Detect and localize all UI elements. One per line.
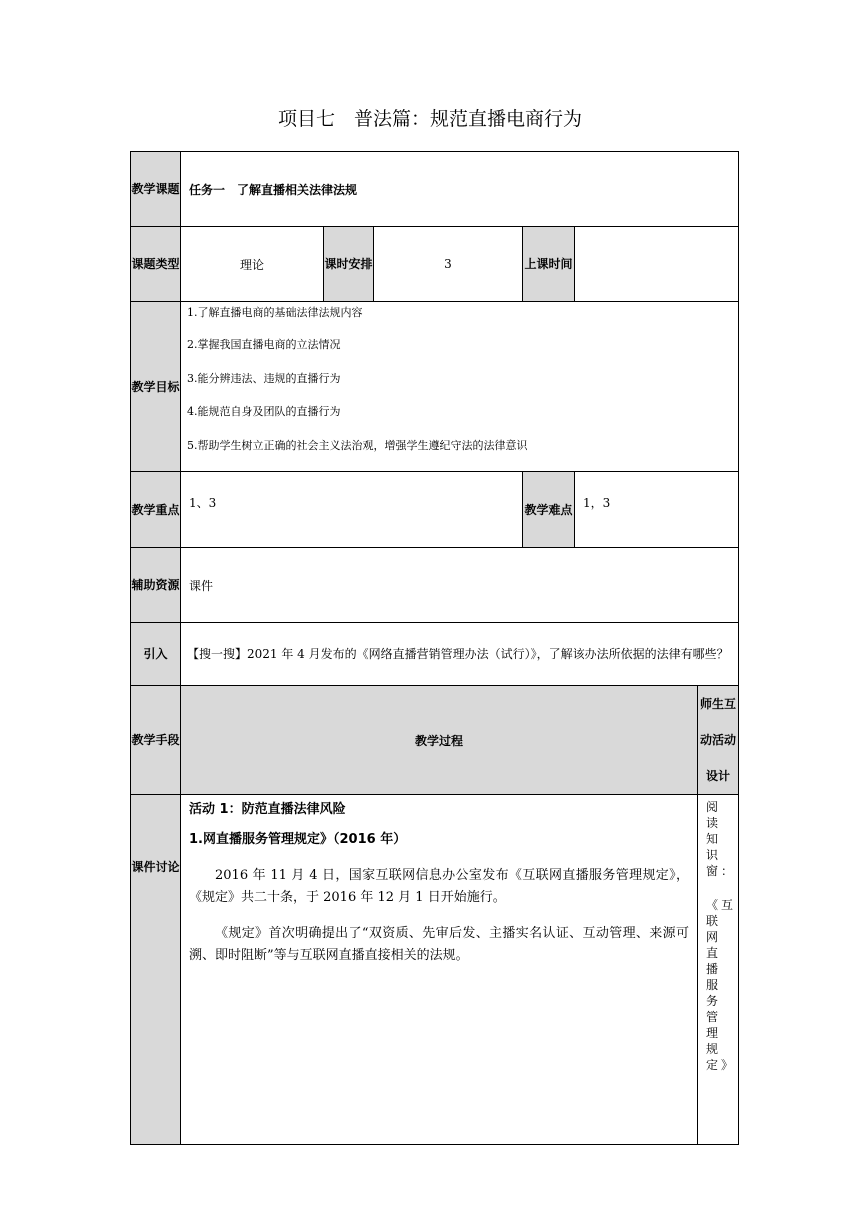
intro-label: 引入 (131, 623, 181, 686)
resources-label: 辅助资源 (131, 548, 181, 623)
hours-value: 3 (374, 227, 523, 302)
row-process-header (131, 686, 739, 795)
intro-value: 【搜一搜】2021 年 4 月发布的《网络直播营销管理办法（试行）》，了解该办法所依据的法律有哪些？ (181, 623, 739, 686)
side-note: 《互联网直播服务管理规定》 (706, 898, 737, 1072)
process-paragraph: 《规定》首次明确提出了“双资质、先审后发、主播实名认证、互动管理、来源可溯、即时阻断”等与互联网直播直接相关的法规。 (189, 926, 689, 963)
type-label: 课题类型 (131, 227, 181, 302)
row-objectives (131, 302, 739, 472)
activity-title: 活动 1：防范直播法律风险 (189, 802, 346, 817)
row-process (131, 795, 739, 1145)
difficulty-value: 1，3 (575, 472, 739, 548)
resources-value: 课件 (181, 548, 739, 623)
objectives-label: 教学目标 (131, 302, 181, 472)
objective-item: 4.能规范自身及团队的直播行为 (187, 405, 341, 418)
hours-label: 课时安排 (324, 227, 374, 302)
row-key (131, 472, 739, 548)
key-label: 教学重点 (131, 472, 181, 548)
topic-label: 教学课题 (131, 152, 181, 227)
row-type (131, 227, 739, 302)
process-label: 教学过程 (181, 686, 698, 795)
lesson-plan-table (130, 151, 739, 1145)
difficulty-label: 教学难点 (523, 472, 575, 548)
topic-value: 任务一 了解直播相关法律法规 (181, 152, 739, 227)
row-resources (131, 548, 739, 623)
time-label: 上课时间 (523, 227, 575, 302)
objective-item: 3.能分辨违法、违规的直播行为 (187, 371, 341, 385)
row-topic (131, 152, 739, 227)
method-label: 教学手段 (131, 686, 181, 795)
interaction-label: 师生互动活动设计 (698, 686, 739, 795)
side-note: 阅读知识窗： (706, 800, 737, 878)
objective-item: 5.帮助学生树立正确的社会主义法治观，增强学生遵纪守法的法律意识 (187, 438, 528, 452)
objective-item: 2.掌握我国直播电商的立法情况 (187, 338, 341, 351)
method-value: 课件讨论 (131, 795, 181, 1145)
process-paragraph: 2016 年 11 月 4 日，国家互联网信息办公室发布《互联网直播服务管理规定》，《规定》共二十条，于 2016 年 12 月 1 日开始施行。 (189, 868, 689, 905)
page-title: 项目七 普法篇：规范直播电商行为 (277, 108, 582, 130)
row-intro (131, 623, 739, 686)
time-value (575, 227, 739, 302)
key-value: 1、3 (181, 472, 523, 548)
section-subtitle: 1.网直播服务管理规定》（2016 年） (189, 832, 407, 847)
interaction-notes (698, 795, 739, 1145)
type-value: 理论 (181, 227, 324, 302)
process-content (181, 795, 698, 1145)
objective-item: 1.了解直播电商的基础法律法规内容 (187, 306, 363, 319)
objectives-list (181, 302, 739, 472)
